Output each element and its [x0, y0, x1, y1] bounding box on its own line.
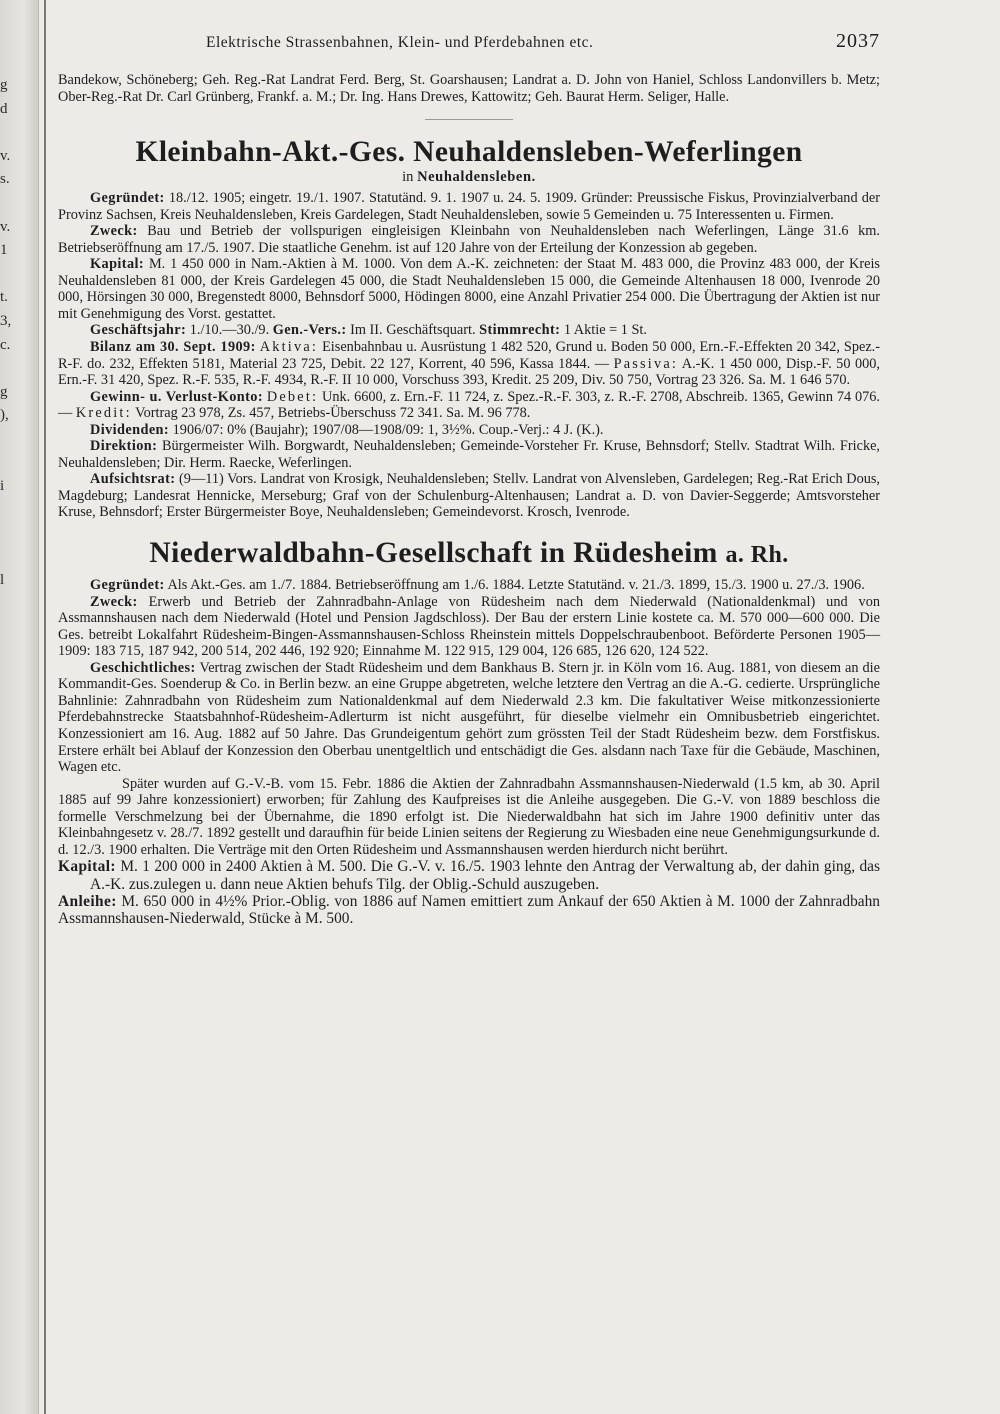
margin-fragment: d — [0, 100, 8, 117]
entry-gegruendet-2 — [58, 577, 880, 594]
label-zweck-2: Zweck: — [90, 593, 138, 610]
entry-dividenden — [58, 422, 880, 439]
margin-fragment — [0, 428, 14, 452]
entry-kapital — [58, 256, 880, 322]
text-zweck: Bau und Betrieb der vollspurigen eingleisigen Kleinbahn von Neuhaldensleben nach Weferlingen, Länge 31.6 km. Betriebseröffnung am 17./5. 1907. Die staatliche Genehm. ist auf 120 Jahre von der Erteilung der Konzession ab gegeben. — [58, 223, 880, 256]
text-debet: Unk. 6600, z. Ern.-F. 11 724, z. Spez.-R.-F. 303, z. R.-F. 2708, Abschreib. 1365, Gewinn 74 076. — — [58, 388, 880, 422]
entry-geschaeftsjahr — [58, 322, 880, 339]
company-location — [58, 169, 880, 186]
location-prefix: in — [402, 169, 414, 186]
entry-gegruendet — [58, 190, 880, 223]
company-title-suffix: a. Rh. — [725, 542, 789, 569]
document-page — [58, 24, 880, 927]
text-passiva: A.-K. 1 450 000, Disp.-F. 50 000, Ern.-F. 31 420, Spez. R.-F. 535, R.-F. 4934, R.-F. II 10 000, Vorschuss 393, Kredit. 25 209, Div. 50 750, Vortrag 23 326. Sa. M. 1 646 570. — [58, 355, 880, 389]
text-kapital: M. 1 450 000 in Nam.-Aktien à M. 1000. Von dem A.-K. zeichneten: der Staat M. 483 000, die Provinz 483 000, der Kreis Neuhaldensleben 81 000, der Kreis Gardelegen 45 000, die Stadt Neuhaldensleben 15 000, die Gemeinde Altenhausen 18 000, Ivenrode 20 000, Hörsingen 30 000, Bregenstedt 8000, Behnsdorf 5000, Hödingen 8000, eine Anzahl Privatier 254 000. Die Übertragung der Aktien ist nur mit Genehmigung des Vorst. gestattet. — [58, 256, 880, 322]
text-geschichtliches: Vertrag zwischen der Stadt Rüdesheim und dem Bankhaus B. Stern jr. in Köln vom 16. Aug. 1881, von diesem an die Kommandit-Ges. Soenderup & Co. in Berlin bezw. an eine Gruppe abgetreten, welche letztere den Vertrag an die A.-G. cedierte. Ursprüngliche Bahnlinie: Zahnradbahn von Rüdesheim zum Nationaldenkmal auf dem Niederwald 2.3 km. Die fakultativer Weise mitkonzessionierte Pferdebahnstrecke Staatsbahnhof-Rüdesheim-Adlerturm ist nicht ausgeführt, für dieselbe vielmehr ein Omnibusbetrieb eingerichtet. Konzessioniert am 16. Aug. 1882 auf 50 Jahre. Das Grundeigentum gehört zum grössten Teil der Stadt Rüdesheim bezw. dem Forstfiskus. Erstere erhält bei Ablauf der Konzession den Oberbau unentgeltlich und entschädigt die Ges. alsdann nach Taxe für die Gebäude, Maschinen, Wagen etc. — [58, 659, 880, 776]
margin-fragment — [0, 357, 14, 381]
location-name: Neuhaldensleben. — [417, 169, 536, 186]
label-bilanz: Bilanz am 30. Sept. 1909: — [90, 339, 256, 356]
margin-fragment: v. — [0, 147, 11, 164]
margin-fragment: 3, — [0, 312, 12, 329]
section-gap — [58, 521, 880, 537]
label-gegruendet: Gegründet: — [90, 190, 165, 207]
company-title-kleinbahn: Kleinbahn-Akt.-Ges. Neuhaldensleben-Weferlingen — [135, 136, 803, 169]
entry-zweck — [58, 223, 880, 256]
text-spaeter: Später wurden auf G.-V.-B. vom 15. Febr. 1886 die Aktien der Zahnradbahn Assmannshausen-Niederwald (1.5 km, ab 30. April 1885 auf 99 Jahre konzessioniert) erworben; für Zahlung des Kaufpreises ist die Anleihe ausgegeben. Die G.-V. von 1889 beschloss die formelle Verschmelzung bei der Übernahme, die 1890 erfolgt ist. Die Niederwaldbahn hat sich im Jahre 1900 definitiv unter das Kleinbahngesetz v. 28./7. 1892 gestellt und daraufhin für beide Linien seitens der Regierung zu Wiesbaden eine neue Genehmigungsurkunde d. d. 12./3. 1900 erhalten. Die Verträge mit den Orten Rüdesheim und Assmannshausen werden hierdurch nicht berührt. — [58, 775, 880, 858]
margin-fragment: v. — [0, 218, 11, 235]
label-kredit: Kredit: — [75, 405, 132, 422]
label-genvers: Gen.-Vers.: — [272, 322, 347, 339]
gutter-line — [44, 0, 46, 1414]
margin-fragment: s. — [0, 171, 10, 188]
margin-fragment: c. — [0, 336, 11, 353]
label-aufsichtsrat: Aufsichtsrat: — [90, 471, 176, 488]
margin-fragment: t. — [0, 289, 8, 306]
intro-paragraph: Bandekow, Schöneberg; Geh. Reg.-Rat Landrat Ferd. Berg, St. Goarshausen; Landrat a. D. John von Haniel, Schloss Landonvillers b. Metz; Ober-Reg.-Rat Dr. Carl Grünberg, Frankf. a. M.; Dr. Ing. Hans Drewes, Kattowitz; Geh. Baurat Herm. Seliger, Halle. — [58, 72, 880, 105]
margin-fragment — [0, 499, 14, 523]
label-anleihe: Anleihe: — [58, 892, 117, 910]
margin-fragment: g — [0, 383, 8, 400]
label-kapital-2: Kapital: — [58, 858, 116, 876]
text-dividenden: 1906/07: 0% (Baujahr); 1907/08—1908/09: 1, 3½%. Coup.-Verj.: 4 J. (K.). — [172, 421, 604, 438]
label-gegruendet-2: Gegründet: — [90, 577, 165, 594]
text-stimmrecht: 1 Aktie = 1 St. — [563, 322, 647, 339]
margin-fragment — [0, 522, 14, 546]
page-number: 2037 — [836, 30, 880, 52]
entry-geschichtliches — [58, 660, 880, 776]
margin-fragment — [0, 192, 14, 216]
adjacent-page-fragments — [0, 74, 14, 593]
entry-bilanz — [58, 339, 880, 389]
text-kapital-2: M. 1 200 000 in 2400 Aktien à M. 500. Die G.-V. v. 16./5. 1903 lehnte den Antrag der Verwaltung ab, der dahin ging, das A.-K. zus.zulegen u. dann neue Aktien behufs Tilg. der Oblig.-Schuld auszugeben. — [90, 858, 880, 893]
label-geschaeftsjahr: Geschäftsjahr: — [90, 322, 187, 339]
margin-fragment: 1 — [0, 242, 8, 259]
label-gewinn-verlust: Gewinn- u. Verlust-Konto: — [90, 388, 263, 405]
margin-fragment — [0, 452, 14, 476]
running-head-title: Elektrische Strassenbahnen, Klein- und Pferdebahnen etc. — [206, 34, 594, 51]
label-direktion: Direktion: — [90, 438, 158, 455]
label-stimmrecht: Stimmrecht: — [479, 322, 561, 339]
label-zweck: Zweck: — [90, 223, 138, 240]
margin-fragment — [0, 121, 14, 145]
label-dividenden: Dividenden: — [90, 421, 170, 438]
label-kapital: Kapital: — [90, 256, 145, 273]
margin-fragment: i — [0, 478, 5, 495]
entry-direktion — [58, 438, 880, 471]
text-kredit: Vortrag 23 978, Zs. 457, Betriebs-Überschuss 72 341. Sa. M. 96 778. — [135, 405, 531, 422]
text-zweck-2: Erwerb und Betrieb der Zahnradbahn-Anlage von Rüdesheim nach dem Niederwald (Nationaldenkmal) und von Assmannshausen nach dem Niederwald (Hotel und Pension Jagdschloss). Der Bau der erstern Linie kostete ca. M. 570 000—600 000. Die Ges. betreibt Lokalfahrt Rüdesheim-Bingen-Assmannshausen-Schloss Rheinstein mittels Doppelschraubenboot. Beförderte Personen 1905—1909: 183 715, 187 942, 200 514, 202 446, 192 920; Einnahme M. 122 915, 129 004, 126 685, 126 620, 124 522. — [58, 593, 880, 660]
text-geschaeftsjahr: 1./10.—30./9. — [189, 322, 270, 339]
company-title-niederwaldbahn — [58, 537, 880, 571]
margin-fragment: g — [0, 77, 8, 93]
text-genvers: Im II. Geschäftsquart. — [350, 322, 476, 339]
entry-gewinn-verlust — [58, 389, 880, 422]
label-debet: Debet: — [266, 388, 319, 405]
margin-fragment — [0, 263, 14, 287]
entry-aufsichtsrat — [58, 471, 880, 521]
running-head — [58, 24, 880, 54]
text-gegruendet-2: Als Akt.-Ges. am 1./7. 1884. Betriebseröffnung am 1./6. 1884. Letzte Statutänd. v. 21./3. 1899, 15./3. 1900 u. 27./3. 1906. — [167, 577, 865, 594]
label-passiva: Passiva: — [613, 355, 679, 372]
company-title-main: Niederwaldbahn-Gesellschaft in Rüdesheim — [149, 537, 718, 570]
text-direktion: Bürgermeister Wilh. Borgwardt, Neuhaldensleben; Gemeinde-Vorsteher Fr. Kruse, Behnsdorf; Stellv. Stadtrat Wilh. Fricke, Neuhaldensleben; Dir. Herm. Raecke, Weferlingen. — [58, 438, 881, 471]
entry-kapital-2 — [58, 858, 880, 892]
label-aktiva: Aktiva: — [259, 339, 319, 356]
margin-fragment — [0, 546, 14, 570]
section-divider — [425, 119, 513, 120]
text-aktiva: Eisenbahnbau u. Ausrüstung 1 482 520, Grund u. Boden 50 000, Ern.-F.-Effekten 20 342, Spez.-R-F. do. 232, Effekten 5181, Material 23 725, Debit. 22 127, Korrent, 40 596, Kassa 1844. — — [58, 339, 881, 372]
label-geschichtliches: Geschichtliches: — [90, 659, 196, 676]
margin-fragment: ), — [0, 407, 9, 424]
entry-anleihe — [58, 893, 880, 927]
text-anleihe: M. 650 000 in 4½% Prior.-Oblig. von 1886 auf Namen emittiert zum Ankauf der 650 Aktien à M. 1000 der Zahnradbahn Assmannshausen-Niederwald, Stücke à M. 500. — [58, 892, 880, 927]
text-gegruendet: 18./12. 1905; eingetr. 19./1. 1907. Statutänd. 9. 1. 1907 u. 24. 5. 1909. Gründer: Preussische Fiskus, Provinzialverband der Provinz Sachsen, Kreis Neuhaldensleben, Kreis Gardelegen, Stadt Neuhaldensleben, sowie 5 Gemeinden u. 75 Interessenten u. Firmen. — [58, 190, 880, 223]
margin-fragment: l — [0, 572, 5, 589]
text-aufsichtsrat: (9—11) Vors. Landrat von Krosigk, Neuhaldensleben; Stellv. Landrat von Alvensleben, Gardelegen; Reg.-Rat Erich Dous, Magdeburg; Landesrat Hennicke, Merseburg; Graf von der Schulenburg-Altenhausen; Landrat a. D. von Davier-Seggerde; Amtsvorsteher Kruse, Behnsdorf; Erster Bürgermeister Boye, Neuhaldensleben; Gemeindevorst. Krosch, Ivenrode. — [58, 471, 880, 521]
entry-spaeter — [58, 776, 880, 859]
entry-zweck-2 — [58, 594, 880, 660]
